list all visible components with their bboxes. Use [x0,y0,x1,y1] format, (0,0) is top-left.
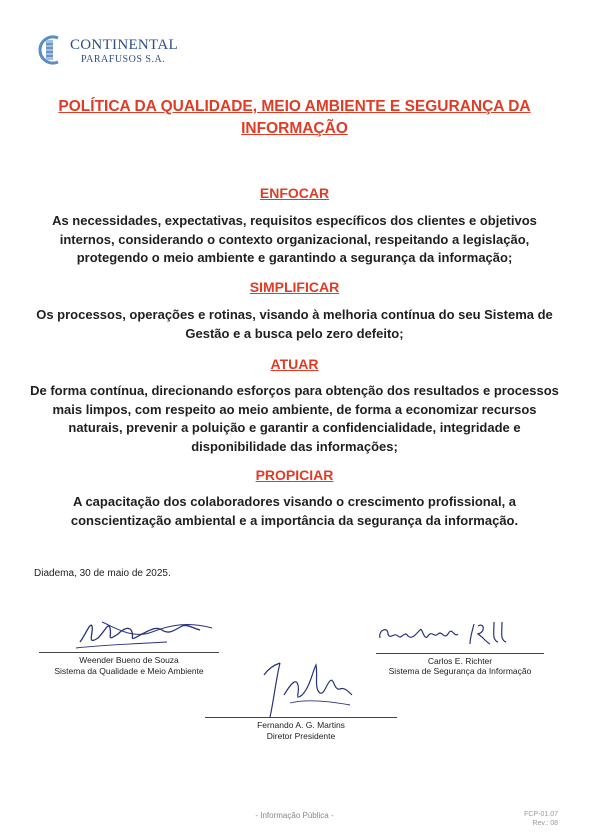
signature-right-name: Carlos E. Richter [427,656,493,666]
form-code: FCP-01.07 [524,811,558,818]
heading-simplificar: SIMPLIFICAR [249,279,340,295]
text-simplificar: Os processos, operações e rotinas, visando à melhoria contínua do seu Sistema de Gestão e a busca pelo zero defeito; [36,307,553,341]
signature-right-image [374,616,524,652]
company-name: CONTINENTAL [70,37,178,53]
document-date: Diadema, 30 de maio de 2025. [34,568,171,579]
policy-title: POLÍTICA DA QUALIDADE, MEIO AMBIENTE E SEGURANÇA DA INFORMAÇÃO [58,98,531,137]
signature-left-name: Weender Bueno de Souza [79,655,179,665]
company-logo [36,34,186,74]
heading-enfocar: ENFOCAR [259,185,330,201]
heading-atuar: ATUAR [270,356,319,372]
logo-emblem-icon [36,34,66,66]
form-code-block [524,811,558,828]
signature-center-name: Fernando A. G. Martins [257,720,345,730]
signature-line-right [376,653,544,654]
signature-left-role: Sistema da Qualidade e Meio Ambiente [54,666,204,676]
signature-right-role: Sistema de Segurança da Informação [388,666,532,676]
text-atuar: De forma contínua, direcionando esforços para obtenção dos resultados e processos mais limpos, com respeito ao meio ambiente, de forma a economizar recursos naturais, prevenir a poluição e garantir a confidencialidade, integridade e disponibilidade das informações; [30,383,559,454]
text-propiciar: A capacitação dos colaboradores visando o crescimento profissional, a conscientização ambiental e a importância da segurança da informação. [70,494,519,528]
text-enfocar: As necessidades, expectativas, requisitos específicos dos clientes e objetivos internos, considerando o contexto organizacional, respeitando a legislação, protegendo o meio ambiente e garantindo a segurança da informação; [52,213,537,265]
heading-propiciar: PROPICIAR [255,467,334,483]
signature-center-image [250,655,360,725]
signature-left-image [72,612,222,654]
signature-center-role: Diretor Presidente [266,731,336,741]
form-revision: Rev.: 08 [532,819,558,827]
classification-label: - Informação Pública - [255,811,334,820]
signature-line-left [39,652,219,653]
signature-line-center [205,717,397,718]
company-subtitle: PARAFUSOS S.A. [81,54,166,65]
